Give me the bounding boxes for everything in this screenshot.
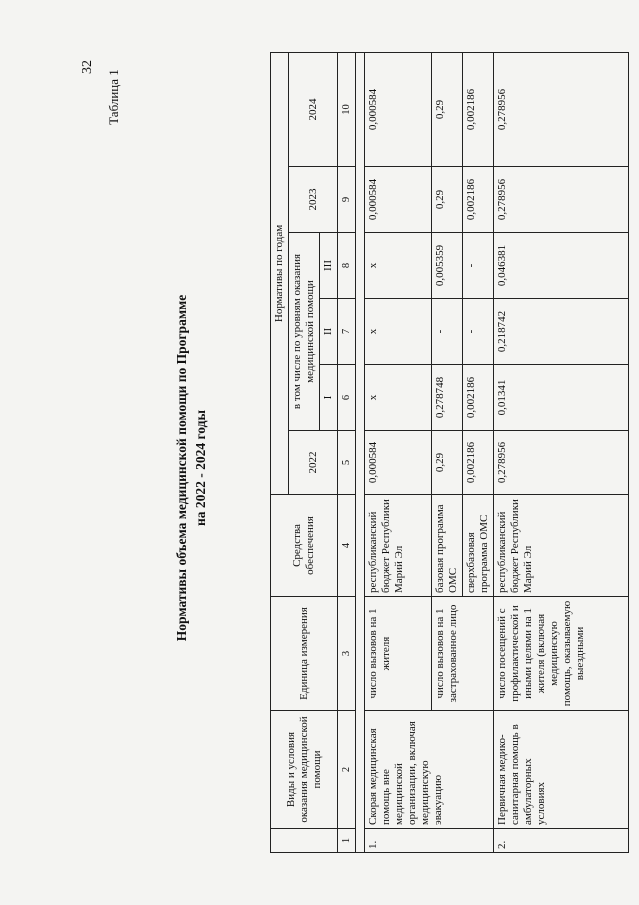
value-2023: 0,29 [432,167,463,233]
value-level-1: 0,002186 [463,365,494,431]
column-number: 4 [338,495,356,597]
row-unit: число вызовов на 1 застрахованное лицо [432,597,494,711]
row-funding: республиканский бюджет Республики Марий Эл [494,495,629,597]
table-row [494,52,629,852]
value-2022: 0,002186 [463,431,494,495]
value-level-1: 0,278748 [432,365,463,431]
column-number: 8 [338,233,356,299]
column-number: 7 [338,299,356,365]
row-funding: республиканский бюджет Республики Марий Эл [365,495,432,597]
table-title-line-2: на 2022 - 2024 годы [193,409,208,527]
column-number: 6 [338,365,356,431]
header-level-2: II [320,299,338,365]
table-title [172,188,212,748]
value-2024: 0,278956 [494,52,629,166]
row-number: 2. [494,829,629,853]
header-types: Виды и условия оказания медицинской помощи [271,711,338,829]
header-norms-by-years: Нормативы по годам [271,52,289,494]
header-level-1: I [320,365,338,431]
row-type: Скорая медицинская помощь вне медицинской организации, включая медицинскую эвакуацию [365,711,494,829]
value-2022: 0,278956 [494,431,629,495]
table-title-line-1: Нормативы объема медицинской помощи по Программе [174,294,189,642]
norms-table [270,52,629,853]
column-number: 5 [338,431,356,495]
value-2024: 0,000584 [365,52,432,166]
value-2023: 0,002186 [463,167,494,233]
header-funding: Средства обеспечения [271,495,338,597]
value-level-2: 0,218742 [494,299,629,365]
table-label: Таблица 1 [106,69,121,125]
header-year-2022: 2022 [289,431,338,495]
table-row [365,52,432,852]
value-2022: 0,000584 [365,431,432,495]
separator-row [356,52,365,852]
page-number: 32 [80,60,95,74]
row-unit: число вызовов на 1 жителя [365,597,432,711]
value-2022: 0,29 [432,431,463,495]
header-row-1 [271,52,289,852]
row-unit: число посещений с профилактической и иными целями на 1 жителя (включая медицинскую помощь, оказываемую выездными [494,597,629,711]
value-level-3: 0,005359 [432,233,463,299]
value-2023: 0,000584 [365,167,432,233]
row-funding: базовая программа ОМС [432,495,463,597]
value-2023: 0,278956 [494,167,629,233]
value-level-2: - [432,299,463,365]
header-level-3: III [320,233,338,299]
value-level-3: 0,046381 [494,233,629,299]
row-funding: сверхбазовая программа ОМС [463,495,494,597]
header-year-2023: 2023 [289,167,338,233]
column-number: 1 [338,829,356,853]
value-level-1: x [365,365,432,431]
header-col-num [271,829,338,853]
header-year-2024: 2024 [289,52,338,166]
value-level-3: x [365,233,432,299]
value-level-2: x [365,299,432,365]
column-number: 2 [338,711,356,829]
value-level-2: - [463,299,494,365]
value-2024: 0,002186 [463,52,494,166]
column-number: 9 [338,167,356,233]
value-2024: 0,29 [432,52,463,166]
value-level-1: 0,01341 [494,365,629,431]
column-number-row [338,52,356,852]
row-type: Первичная медико-санитарная помощь в амбулаторных условиях [494,711,629,829]
row-number: 1. [365,829,494,853]
column-number: 10 [338,52,356,166]
rotated-table-wrapper [270,53,639,853]
header-by-levels: в том числе по уровням оказания медицинской помощи [289,233,320,431]
value-level-3: - [463,233,494,299]
column-number: 3 [338,597,356,711]
header-unit: Единица измерения [271,597,338,711]
